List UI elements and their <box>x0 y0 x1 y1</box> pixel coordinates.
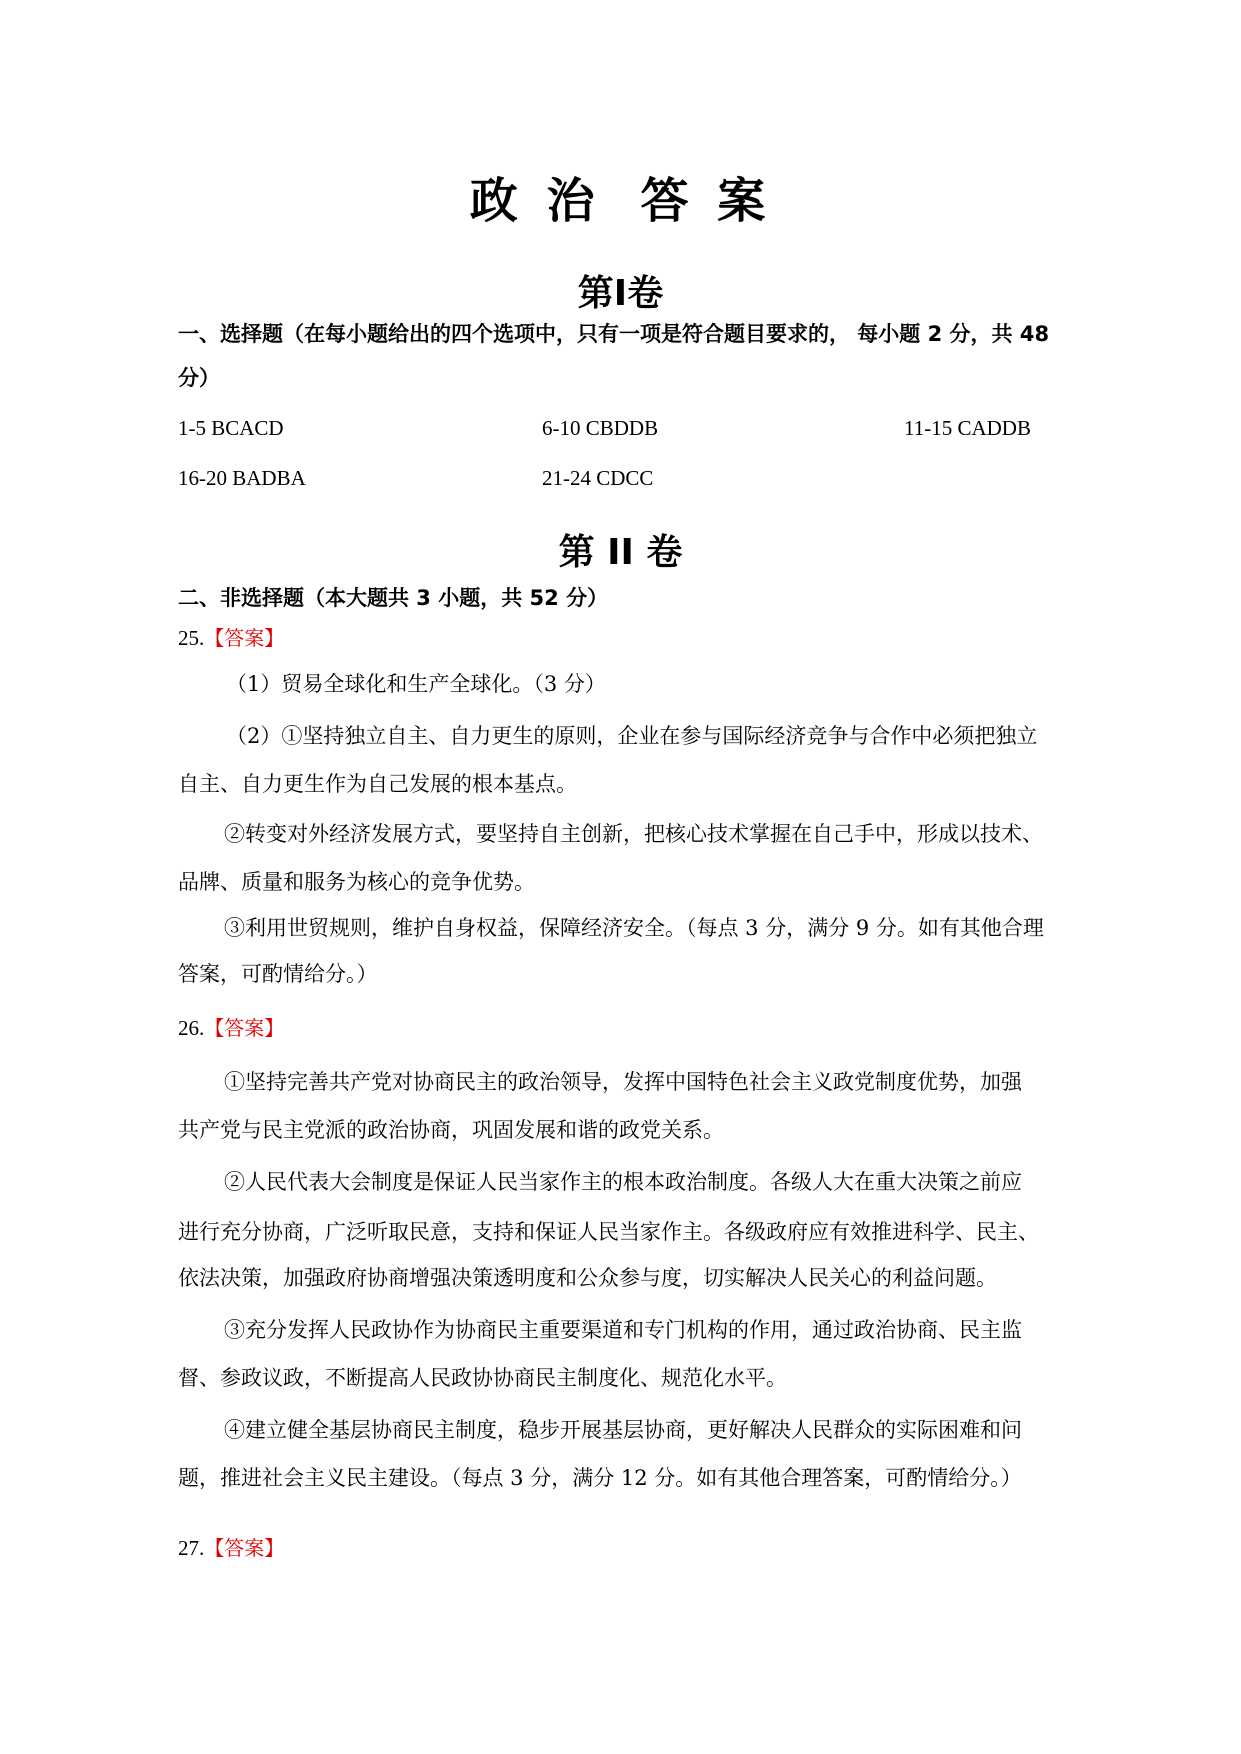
volume-1-heading: 第Ⅰ卷 <box>577 273 664 314</box>
mc-answer-group: 1-5 BCACD <box>178 416 284 440</box>
question-27-header <box>178 1532 284 1561</box>
q26-point2-line2: 进行充分协商，广泛听取民意，支持和保证人民当家作主。各级政府应有效推进科学、民主、 <box>178 1220 1039 1244</box>
title-subject: 政 治 <box>469 173 601 229</box>
answer-label: 【答案】 <box>204 1536 285 1560</box>
question-25-header <box>178 622 284 651</box>
mc-answer-group: 6-10 CBDDB <box>542 416 659 440</box>
q26-point4-line2: 题，推进社会主义民主建设。（每点 3 分，满分 12 分。如有其他合理答案，可酌情给分。） <box>178 1466 1022 1490</box>
q25-point2-line2: 品牌、质量和服务为核心的竞争优势。 <box>178 870 535 894</box>
answer-label: 【答案】 <box>204 626 285 650</box>
mc-answer-group: 11-15 CADDB <box>904 416 1031 440</box>
q26-point3-line1: ③充分发挥人民政协作为协商民主重要渠道和专门机构的作用，通过政治协商、民主监 <box>224 1318 1022 1342</box>
q25-point3-line2: 答案，可酌情给分。） <box>178 962 378 986</box>
q25-part1: （1）贸易全球化和生产全球化。（3 分） <box>226 672 606 696</box>
q25-point2-line1: ②转变对外经济发展方式，要坚持自主创新，把核心技术掌握在自己手中，形成以技术、 <box>224 822 1043 846</box>
q26-point2-line3: 依法决策，加强政府协商增强决策透明度和公众参与度，切实解决人民关心的利益问题。 <box>178 1266 997 1290</box>
q26-point2-line1: ②人民代表大会制度是保证人民当家作主的根本政治制度。各级人大在重大决策之前应 <box>224 1170 1022 1194</box>
q25-part2-line2: 自主、自力更生作为自己发展的根本基点。 <box>178 772 577 796</box>
q26-point4-line1: ④建立健全基层协商民主制度，稳步开展基层协商，更好解决人民群众的实际困难和问 <box>224 1418 1022 1442</box>
q26-point3-line2: 督、参政议政，不断提高人民政协协商民主制度化、规范化水平。 <box>178 1366 787 1390</box>
section-1-heading-line1: 一、选择题（在每小题给出的四个选项中，只有一项是符合题目要求的， 每小题 2 分，共 48 <box>178 322 1050 346</box>
q26-point1-line1: ①坚持完善共产党对协商民主的政治领导，发挥中国特色社会主义政党制度优势，加强 <box>224 1070 1022 1094</box>
question-number: 26. <box>178 1016 205 1040</box>
page-title <box>0 162 1241 231</box>
volume-2-heading: 第 II 卷 <box>558 532 683 573</box>
title-answer: 答 案 <box>640 173 772 229</box>
section-2-heading: 二、非选择题（本大题共 3 小题，共 52 分） <box>178 586 609 610</box>
section-1-heading-line2: 分） <box>178 366 220 390</box>
q26-point1-line2: 共产党与民主党派的政治协商，巩固发展和谐的政党关系。 <box>178 1118 724 1142</box>
mc-answer-group: 21-24 CDCC <box>542 466 654 490</box>
mc-answer-group: 16-20 BADBA <box>178 466 306 490</box>
q25-part2-line1: （2）①坚持独立自主、自力更生的原则，企业在参与国际经济竞争与合作中必须把独立 <box>226 724 1038 748</box>
question-number: 27. <box>178 1536 205 1560</box>
question-number: 25. <box>178 626 205 650</box>
question-26-header <box>178 1012 284 1041</box>
q25-point3-line1: ③利用世贸规则，维护自身权益，保障经济安全。（每点 3 分，满分 9 分。如有其他合理 <box>224 916 1044 940</box>
answer-label: 【答案】 <box>204 1016 285 1040</box>
